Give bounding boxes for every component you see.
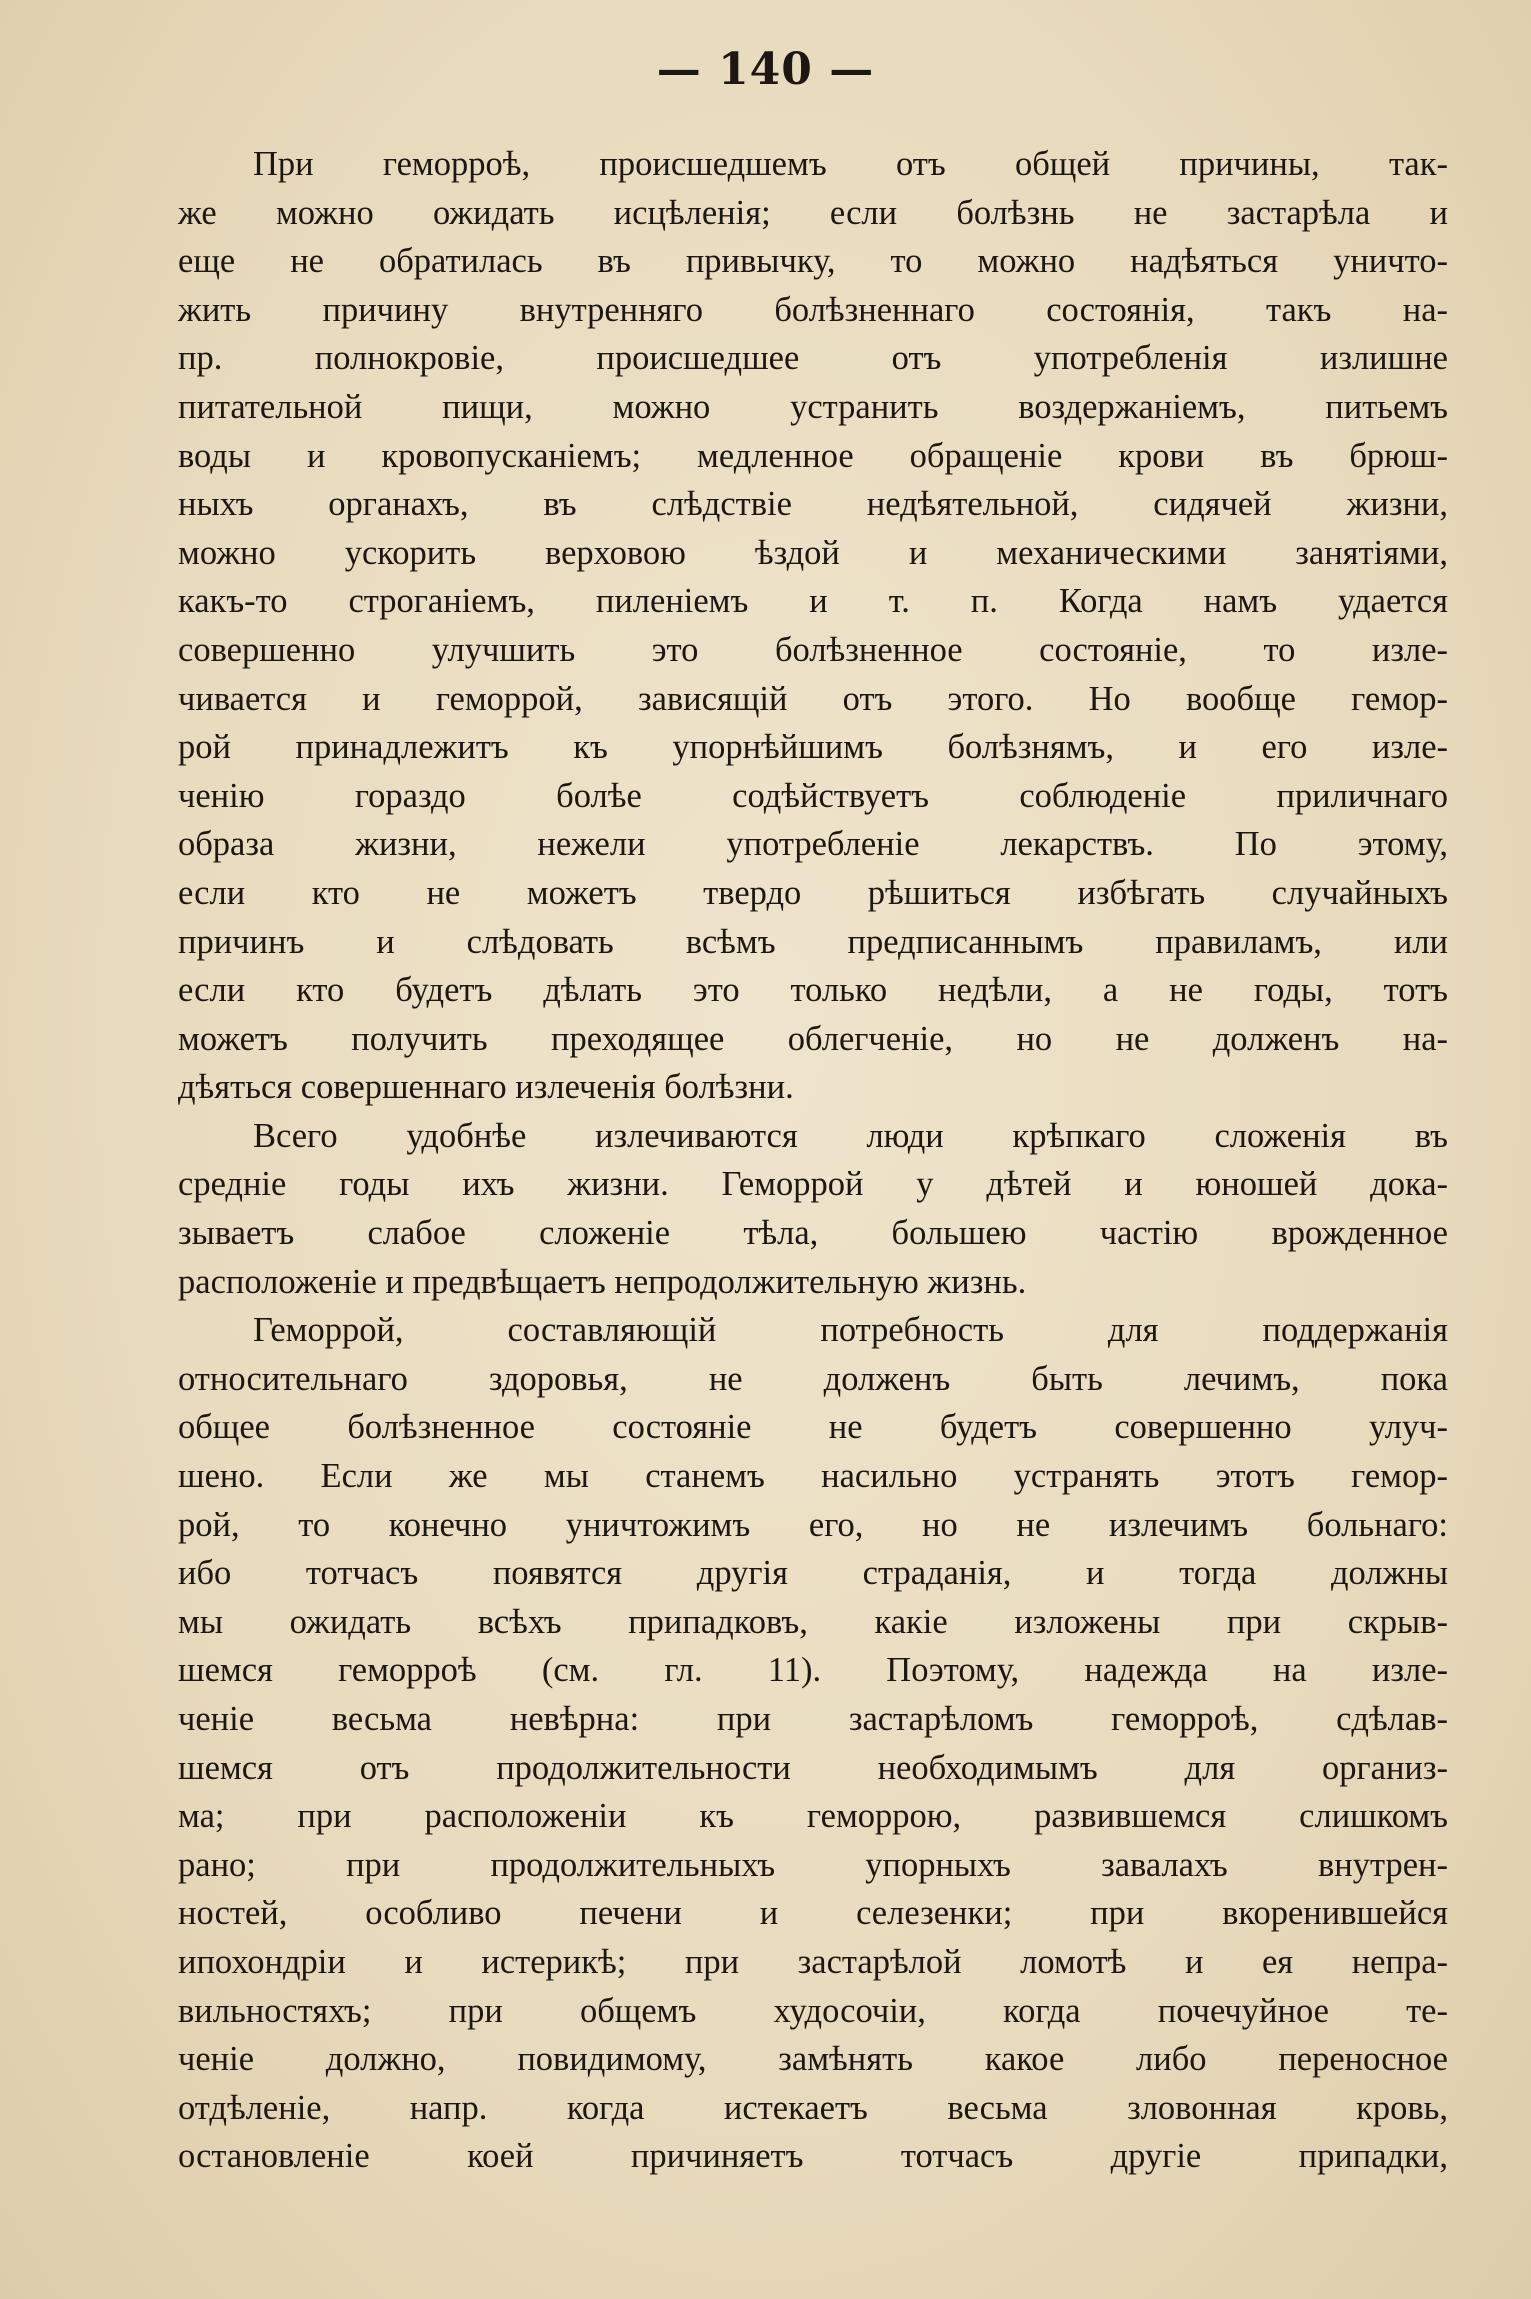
text-line: ипохондріи и истерикѣ; при застарѣлой ломотѣ и ея непра-	[178, 1942, 1448, 1981]
text-line: если кто не можетъ твердо рѣшиться избѣгать случайныхъ	[178, 873, 1448, 912]
text-line: чивается и геморрой, зависящій отъ этого. Но вообще гемор-	[178, 679, 1448, 718]
text-line: шено. Если же мы станемъ насильно устранять этотъ гемор-	[178, 1457, 1448, 1496]
text-line: жить причину внутренняго болѣзненнаго состоянія, такъ на-	[178, 290, 1448, 329]
text-line: совершенно улучшить это болѣзненное состояніе, то изле-	[178, 630, 1448, 669]
text-line: еще не обратилась въ привычку, то можно надѣяться уничто-	[178, 242, 1448, 281]
text-line: воды и кровопусканіемъ; медленное обращеніе крови въ брюш-	[178, 436, 1448, 475]
text-line: общее болѣзненное состояніе не будетъ совершенно улуч-	[178, 1408, 1448, 1447]
text-line: средніе годы ихъ жизни. Геморрой у дѣтей и юношей дока-	[178, 1165, 1448, 1204]
text-line: рано; при продолжительныхъ упорныхъ завалахъ внутрен-	[178, 1845, 1448, 1884]
text-line: шемся геморроѣ (см. гл. 11). Поэтому, надежда на изле-	[178, 1651, 1448, 1690]
paragraph-1	[178, 140, 1448, 1112]
paragraph-2	[178, 1112, 1448, 1306]
text-line: ченію гораздо болѣе содѣйствуетъ соблюденіе приличнаго	[178, 776, 1448, 815]
page-number: — 140 —	[656, 44, 875, 95]
text-line: питательной пищи, можно устранить воздержаніемъ, питьемъ	[178, 387, 1448, 426]
text-line: относительнаго здоровья, не долженъ быть лечимъ, пока	[178, 1359, 1448, 1398]
text-line: шемся отъ продолжительности необходимымъ для организ-	[178, 1748, 1448, 1787]
text-line: рой, то конечно уничтожимъ его, но не излечимъ больнаго:	[178, 1505, 1448, 1544]
text-line: отдѣленіе, напр. когда истекаетъ весьма зловонная кровь,	[178, 2088, 1448, 2127]
text-line: если кто будетъ дѣлать это только недѣли, а не годы, тотъ	[178, 971, 1448, 1010]
text-line: ченіе весьма невѣрна: при застарѣломъ геморроѣ, сдѣлав-	[178, 1700, 1448, 1738]
text-line: ныхъ органахъ, въ слѣдствіе недѣятельной, сидячей жизни,	[178, 485, 1448, 524]
body-text	[178, 140, 1448, 2181]
text-line: мы ожидать всѣхъ припадковъ, какіе изложены при скрыв-	[178, 1602, 1448, 1641]
text-line: причинъ и слѣдовать всѣмъ предписаннымъ правиламъ, или	[178, 922, 1448, 961]
text-line: образа жизни, нежели употребленіе лекарствъ. По этому,	[178, 825, 1448, 864]
text-line: пр. полнокровіе, происшедшее отъ употребленія излишне	[178, 339, 1448, 378]
text-line: ибо тотчасъ появятся другія страданія, и тогда должны	[178, 1554, 1448, 1593]
text-line: же можно ожидать исцѣленія; если болѣзнь не застарѣла и	[178, 193, 1448, 232]
text-line: расположеніе и предвѣщаетъ непродолжительную жизнь.	[178, 1262, 1027, 1301]
paragraph-3	[178, 1306, 1448, 2181]
text-line: При геморроѣ, происшедшемъ отъ общей причины, так-	[253, 145, 1448, 183]
text-line: ма; при расположеніи къ геморрою, развившемся слишкомъ	[178, 1797, 1448, 1836]
text-line: остановленіе коей причиняетъ тотчасъ другіе припадки,	[178, 2137, 1448, 2176]
text-line: ченіе должно, повидимому, замѣнять какое либо переносное	[178, 2040, 1448, 2079]
text-line: можно ускорить верховою ѣздой и механическими занятіями,	[178, 533, 1448, 572]
text-line: зываетъ слабое сложеніе тѣла, большею частію врожденное	[178, 1214, 1448, 1253]
text-line: вильностяхъ; при общемъ худосочіи, когда почечуйное те-	[178, 1991, 1448, 2030]
text-line: можетъ получить преходящее облегченіе, но не долженъ на-	[178, 1019, 1448, 1058]
text-line: какъ-то строганіемъ, пиленіемъ и т. п. Когда намъ удается	[178, 582, 1448, 621]
text-line: дѣяться совершеннаго излеченія болѣзни.	[178, 1068, 794, 1107]
text-line: рой принадлежитъ къ упорнѣйшимъ болѣзнямъ, и его изле-	[178, 728, 1448, 767]
text-line: ностей, особливо печени и селезенки; при вкоренившейся	[178, 1894, 1448, 1933]
text-line: Геморрой, составляющій потребность для поддержанія	[253, 1311, 1448, 1350]
text-line: Всего удобнѣе излечиваются люди крѣпкаго сложенія въ	[253, 1116, 1448, 1155]
